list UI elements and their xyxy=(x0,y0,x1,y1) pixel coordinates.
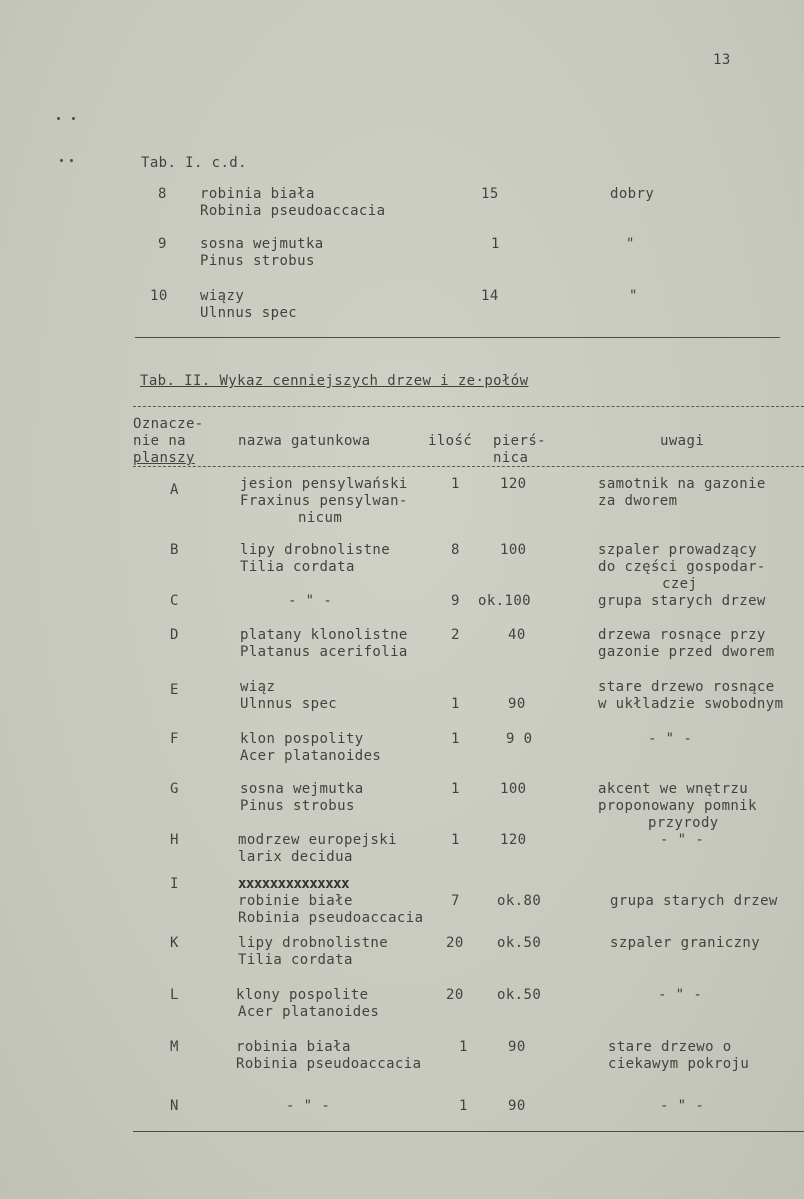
row-girth: 100 xyxy=(500,542,527,558)
row-notes: stare drzewo o xyxy=(608,1039,732,1055)
tab2-header-rule xyxy=(133,466,804,467)
tab1-note: " xyxy=(626,236,635,252)
row-qty: 1 xyxy=(451,731,460,747)
tab1-qty: 14 xyxy=(481,288,499,304)
row-qty: 9 xyxy=(451,593,460,609)
tab1-title: Tab. I. c.d. xyxy=(141,155,247,171)
row-girth: 90 xyxy=(508,1039,526,1055)
stray-dot xyxy=(72,117,75,120)
row-name: Acer platanoides xyxy=(238,1004,380,1020)
row-qty: 8 xyxy=(451,542,460,558)
header-name: nazwa gatunkowa xyxy=(238,433,371,449)
row-name: Tilia cordata xyxy=(238,952,353,968)
row-notes: grupa starych drzew xyxy=(610,893,778,909)
row-notes: ciekawym pokroju xyxy=(608,1056,750,1072)
row-qty: 1 xyxy=(451,476,460,492)
row-notes: za dworem xyxy=(598,493,678,509)
row-notes: w ukłladzie swobodnym xyxy=(598,696,784,712)
row-mark: M xyxy=(170,1039,179,1055)
tab1-name-lat: Robinia pseudoaccacia xyxy=(200,203,386,219)
row-girth: 9 0 xyxy=(506,731,533,747)
tab1-note: dobry xyxy=(610,186,655,202)
tab1-nr: 10 xyxy=(150,288,168,304)
row-name: platany klonolistne xyxy=(240,627,408,643)
row-name: nicum xyxy=(298,510,343,526)
row-name: Acer platanoides xyxy=(240,748,382,764)
tab1-bottom-rule xyxy=(135,337,780,338)
row-name: Pinus strobus xyxy=(240,798,355,814)
row-name: jesion pensylwański xyxy=(240,476,408,492)
row-notes: - " - xyxy=(648,731,693,747)
tab1-name-pl: wiązy xyxy=(200,288,245,304)
header-mark-2: nie na xyxy=(133,433,186,449)
row-name: Robinia pseudoaccacia xyxy=(238,910,424,926)
row-mark: L xyxy=(170,987,179,1003)
row-notes: grupa starych drzew xyxy=(598,593,766,609)
row-mark: B xyxy=(170,542,179,558)
row-name: robinie białe xyxy=(238,893,353,909)
row-girth: 120 xyxy=(500,476,527,492)
stray-dot xyxy=(57,117,60,120)
row-name-struck: xxxxxxxxxxxxxx xyxy=(238,876,350,892)
tab1-name-pl: robinia biała xyxy=(200,186,315,202)
row-qty: 2 xyxy=(451,627,460,643)
row-name: larix decidua xyxy=(238,849,353,865)
row-mark: F xyxy=(170,731,179,747)
row-qty: 1 xyxy=(459,1098,468,1114)
header-mark-1: Oznacze- xyxy=(133,416,204,432)
tab2-top-rule xyxy=(133,406,804,407)
row-name: Fraxinus pensylwan- xyxy=(240,493,408,509)
row-notes: samotnik na gazonie xyxy=(598,476,766,492)
row-notes: przyrody xyxy=(648,815,719,831)
row-notes: proponowany pomnik xyxy=(598,798,757,814)
row-name: lipy drobnolistne xyxy=(238,935,389,951)
row-name: Robinia pseudoaccacia xyxy=(236,1056,422,1072)
stray-dot xyxy=(70,159,73,162)
row-name: klon pospolity xyxy=(240,731,364,747)
row-girth: ok.100 xyxy=(478,593,531,609)
row-name: Ulnnus spec xyxy=(240,696,338,712)
row-notes: akcent we wnętrzu xyxy=(598,781,749,797)
row-name: modrzew europejski xyxy=(238,832,397,848)
row-mark: K xyxy=(170,935,179,951)
row-mark: C xyxy=(170,593,179,609)
row-mark: D xyxy=(170,627,179,643)
row-girth: ok.80 xyxy=(497,893,542,909)
row-name: Tilia cordata xyxy=(240,559,355,575)
tab1-nr: 8 xyxy=(158,186,167,202)
header-qty: ilość xyxy=(428,433,473,449)
row-notes: czej xyxy=(662,576,698,592)
row-notes: stare drzewo rosnące xyxy=(598,679,775,695)
row-qty: 1 xyxy=(451,832,460,848)
header-girth-1: pierś- xyxy=(493,433,546,449)
row-name: sosna wejmutka xyxy=(240,781,364,797)
tab1-name-pl: sosna wejmutka xyxy=(200,236,324,252)
row-name: lipy drobnolistne xyxy=(240,542,391,558)
row-name: wiąz xyxy=(240,679,276,695)
row-girth: 100 xyxy=(500,781,527,797)
row-name: Platanus acerifolia xyxy=(240,644,408,660)
row-notes: drzewa rosnące przy xyxy=(598,627,766,643)
tab1-name-lat: Pinus strobus xyxy=(200,253,315,269)
row-name: - " - xyxy=(288,593,333,609)
row-girth: 120 xyxy=(500,832,527,848)
row-qty: 20 xyxy=(446,935,464,951)
row-qty: 20 xyxy=(446,987,464,1003)
row-qty: 1 xyxy=(459,1039,468,1055)
row-notes: - " - xyxy=(660,1098,705,1114)
tab1-nr: 9 xyxy=(158,236,167,252)
row-mark: G xyxy=(170,781,179,797)
row-mark: N xyxy=(170,1098,179,1114)
tab1-note: " xyxy=(629,288,638,304)
row-mark: E xyxy=(170,682,179,698)
row-girth: 40 xyxy=(508,627,526,643)
row-name: - " - xyxy=(286,1098,331,1114)
tab2-title: Tab. II. Wykaz cenniejszych drzew i ze·połów xyxy=(140,373,529,389)
row-girth: ok.50 xyxy=(497,935,542,951)
row-name: klony pospolite xyxy=(236,987,369,1003)
row-mark: I xyxy=(170,876,179,892)
row-qty: 1 xyxy=(451,781,460,797)
row-notes: szpaler prowadzący xyxy=(598,542,757,558)
row-girth: 90 xyxy=(508,1098,526,1114)
header-notes: uwagi xyxy=(660,433,705,449)
tab1-qty: 15 xyxy=(481,186,499,202)
tab1-qty: 1 xyxy=(491,236,500,252)
row-notes: szpaler graniczny xyxy=(610,935,761,951)
row-mark: A xyxy=(170,482,179,498)
row-girth: ok.50 xyxy=(497,987,542,1003)
row-notes: do części gospodar- xyxy=(598,559,766,575)
header-girth-2: nica xyxy=(493,450,529,466)
row-qty: 7 xyxy=(451,893,460,909)
page-number: 13 xyxy=(713,52,731,68)
header-mark-3: planszy xyxy=(133,450,195,466)
row-notes: - " - xyxy=(660,832,705,848)
row-qty: 1 xyxy=(451,696,460,712)
tab2-bottom-rule xyxy=(133,1131,804,1132)
row-notes: - " - xyxy=(658,987,703,1003)
tab1-name-lat: Ulnnus spec xyxy=(200,305,298,321)
stray-dot xyxy=(60,159,63,162)
row-mark: H xyxy=(170,832,179,848)
row-name: robinia biała xyxy=(236,1039,351,1055)
row-notes: gazonie przed dworem xyxy=(598,644,775,660)
row-girth: 90 xyxy=(508,696,526,712)
